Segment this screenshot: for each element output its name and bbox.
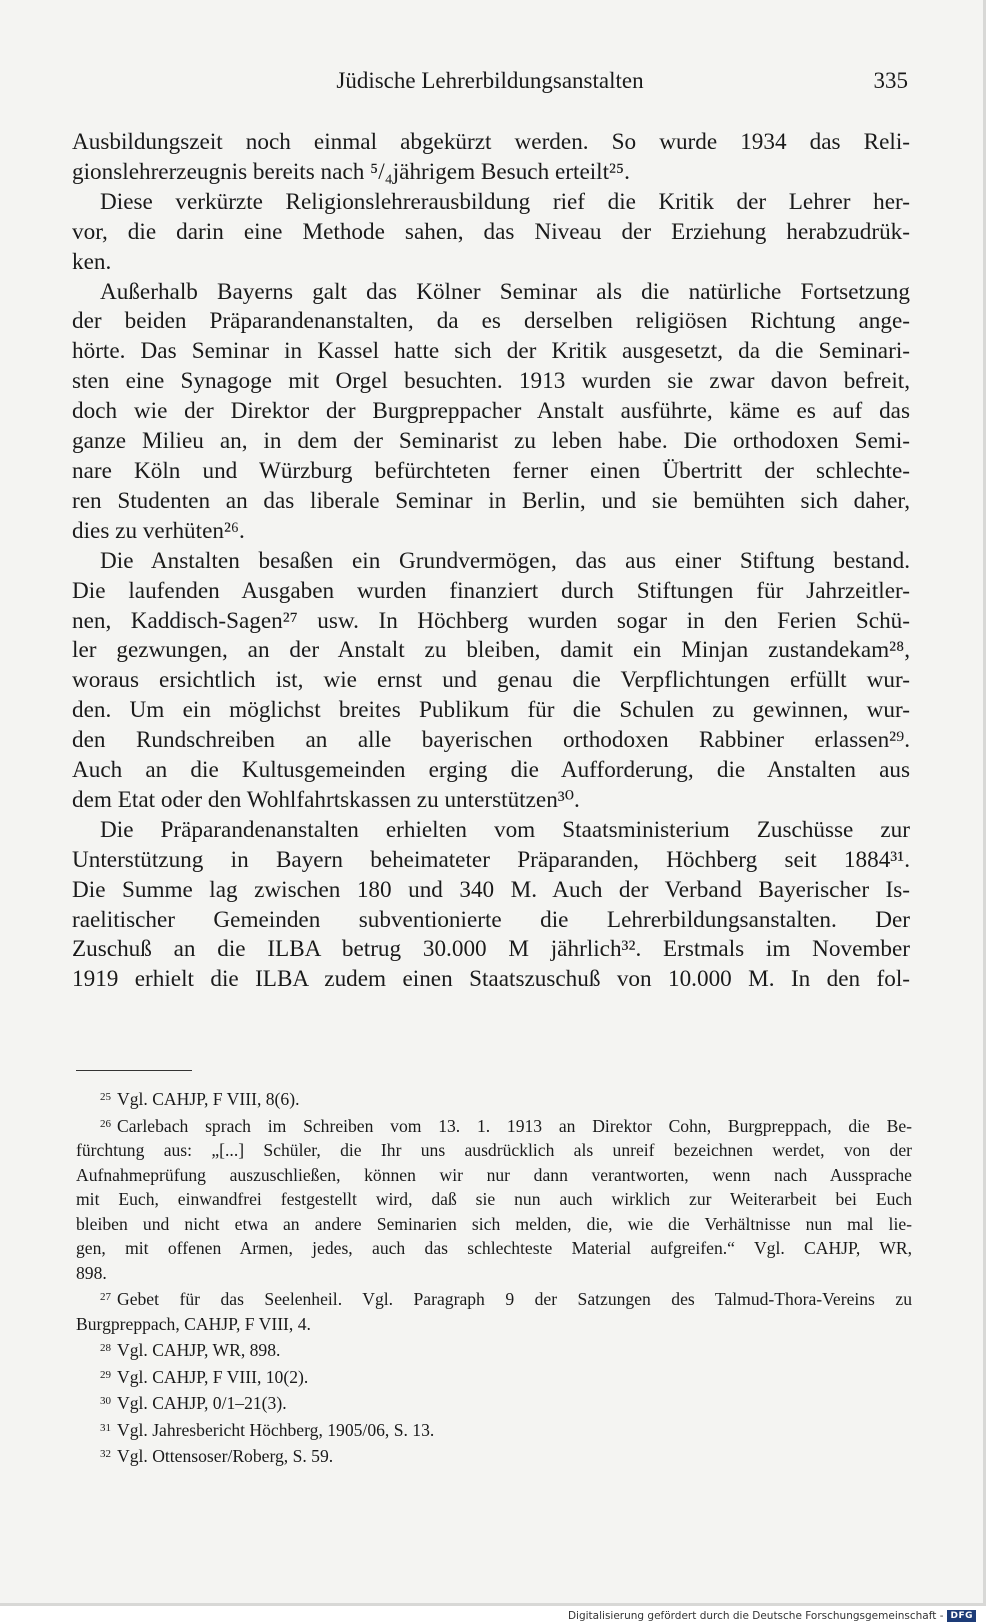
- footnote-30: [76, 1389, 912, 1416]
- text-line: dies zu verhüten²⁶.: [72, 517, 245, 544]
- footnote-number: 31: [100, 1421, 111, 1434]
- text-line: doch wie der Direktor der Burgpreppacher Anstalt ausführte, käme es auf das: [72, 398, 910, 425]
- text-line: Auch an die Kultusgemeinden erging die Aufforderung, die Anstalten aus: [72, 757, 910, 784]
- footnote-number: 26: [100, 1117, 111, 1130]
- text-line: 1919 erhielt die ILBA zudem einen Staatszuschuß von 10.000 M. In den fol-: [72, 966, 910, 993]
- text-line: Ausbildungszeit noch einmal abgekürzt werden. So wurde 1934 das Reli-: [72, 129, 910, 155]
- text-line: Unterstützung in Bayern beheimateter Präparanden, Höchberg seit 1884³¹.: [72, 846, 910, 873]
- text-line: den. Um ein möglichst breites Publikum für die Schulen zu gewinnen, wur-: [72, 697, 910, 724]
- footnote-line: [76, 1112, 912, 1139]
- page-header: [72, 68, 908, 98]
- footnote-text: Carlebach sprach im Schreiben vom 13. 1. 1913 an Direktor Cohn, Burgpreppach, die Be-: [117, 1115, 912, 1136]
- text-line: Die Präparandenanstalten erhielten vom Staatsministerium Zuschüsse zur: [100, 816, 910, 843]
- footnote-number: 28: [100, 1342, 111, 1354]
- text-line: Die laufenden Ausgaben wurden finanziert durch Stiftungen für Jahrzeitler-: [72, 577, 910, 604]
- running-title: Jüdische Lehrerbildungsanstalten: [336, 68, 644, 93]
- footnote-line: [76, 1085, 912, 1112]
- footnote-number: 29: [100, 1368, 111, 1381]
- footnote-text: Gebet für das Seelenheil. Vgl. Paragraph 9 der Satzungen des Talmud-Thora-Vereins zu: [117, 1289, 912, 1309]
- footnote-text: Vgl. Jahresbericht Höchberg, 1905/06, S. 13.: [117, 1419, 435, 1440]
- footnote-29: [76, 1363, 912, 1390]
- footnote-line: fürchtung aus: „[...] Schüler, die Ihr uns ausdrücklich als unreif bezeichnen werdet, von der: [76, 1140, 912, 1160]
- digitization-credit: [568, 1610, 976, 1622]
- text-line: Diese verkürzte Religionslehrerausbildung rief die Kritik der Lehrer her-: [100, 188, 910, 215]
- text-line: hörte. Das Seminar in Kassel hatte sich der Kritik ausgesetzt, da die Seminari-: [72, 338, 910, 365]
- footnote-text: Vgl. CAHJP, F VIII, 10(2).: [117, 1366, 309, 1387]
- footnote-line: [76, 1442, 912, 1469]
- footnote-line: bleiben und nicht etwa an andere Seminarien sich melden, die, wie die Verhältnisse nun mal lie-: [76, 1213, 912, 1234]
- page-number: 335: [873, 68, 908, 93]
- footnote-28: [76, 1336, 912, 1363]
- footnote-text: Vgl. CAHJP, 0/1–21(3).: [117, 1393, 287, 1413]
- footnote-text: Vgl. CAHJP, WR, 898.: [117, 1340, 281, 1360]
- footnotes: [76, 1085, 912, 1469]
- text-line: nen, Kaddisch-Sagen²⁷ usw. In Höchberg wurden sogar in den Ferien Schü-: [72, 607, 910, 634]
- credit-text: Digitalisierung gefördert durch die Deutsche Forschungsgemeinschaft -: [567, 1610, 944, 1622]
- text-line: vor, die darin eine Methode sahen, das Niveau der Erziehung herabzudrük-: [72, 218, 910, 245]
- footnote-number: 32: [100, 1448, 111, 1460]
- footnote-line: [76, 1336, 912, 1363]
- footnote-line: [76, 1416, 912, 1443]
- footnote-line: mit Euch, einwandfrei festgestellt wird, daß sie nun auch wirklich zur Weiterarbeit bei Euch: [76, 1189, 912, 1209]
- footnote-31: [76, 1416, 912, 1443]
- text-line: den Rundschreiben an alle bayerischen orthodoxen Rabbiner erlassen²⁹.: [72, 727, 910, 754]
- footnote-27: [76, 1285, 912, 1336]
- footnote-text: Vgl. Ottensoser/Roberg, S. 59.: [117, 1446, 334, 1466]
- footnote-number: 27: [100, 1291, 111, 1303]
- footnote-line: [76, 1285, 912, 1312]
- body-text: [72, 128, 910, 995]
- footnote-text: Vgl. CAHJP, F VIII, 8(6).: [117, 1089, 300, 1109]
- dfg-logo: DFG: [947, 1610, 976, 1622]
- footnote-number: 30: [100, 1395, 111, 1407]
- footnote-26: [76, 1112, 912, 1286]
- text-line: gionslehrerzeugnis bereits nach ⁵/₄jährigem Besuch erteilt²⁵.: [72, 158, 630, 185]
- text-line: woraus ersichtlich ist, wie ernst und genau die Verpflichtungen erfüllt wur-: [72, 667, 910, 694]
- footnote-number: 25: [100, 1091, 111, 1103]
- text-line: Die Anstalten besaßen ein Grundvermögen, das aus einer Stiftung bestand.: [100, 547, 910, 574]
- text-line: ken.: [72, 248, 112, 275]
- text-line: Die Summe lag zwischen 180 und 340 M. Auch der Verband Bayerischer Is-: [72, 876, 910, 903]
- footnote-line: [76, 1363, 912, 1390]
- text-line: Außerhalb Bayerns galt das Kölner Seminar als die natürliche Fortsetzung: [100, 278, 910, 305]
- footnote-line: Aufnahmeprüfung auszuschließen, können wir nur dann verantworten, wenn nach Aussprache: [76, 1164, 912, 1185]
- footnote-25: [76, 1085, 912, 1112]
- footnote-32: [76, 1442, 912, 1469]
- footnote-line: gen, mit offenen Armen, jedes, auch das schlechteste Material aufgreifen.“ Vgl. CAHJP, WR,: [76, 1238, 912, 1258]
- text-line: Zuschuß an die ILBA betrug 30.000 M jährlich³². Erstmals im November: [72, 936, 910, 963]
- text-line: der beiden Präparandenanstalten, da es derselben religiösen Richtung ange-: [72, 308, 910, 335]
- footnote-line: Burgpreppach, CAHJP, F VIII, 4.: [76, 1313, 311, 1334]
- text-line: ren Studenten an das liberale Seminar in Berlin, und sie bemühten sich daher,: [72, 487, 910, 514]
- text-line: ler gezwungen, an der Anstalt zu bleiben, damit ein Minjan zustandekam²⁸,: [72, 637, 910, 664]
- footnote-line: 898.: [76, 1262, 107, 1283]
- footnote-divider: [76, 1070, 192, 1071]
- text-line: dem Etat oder den Wohlfahrtskassen zu unterstützen³⁰.: [72, 786, 580, 813]
- text-line: nare Köln und Würzburg befürchteten ferner einen Übertritt der schlechte-: [72, 457, 910, 484]
- text-line: raelitischer Gemeinden subventionierte die Lehrerbildungsanstalten. Der: [72, 906, 910, 933]
- text-line: sten eine Synagoge mit Orgel besuchten. 1913 wurden sie zwar davon befreit,: [72, 368, 910, 395]
- text-line: ganze Milieu an, in dem der Seminarist zu leben habe. Die orthodoxen Semi-: [72, 428, 910, 455]
- footnote-line: [76, 1389, 912, 1416]
